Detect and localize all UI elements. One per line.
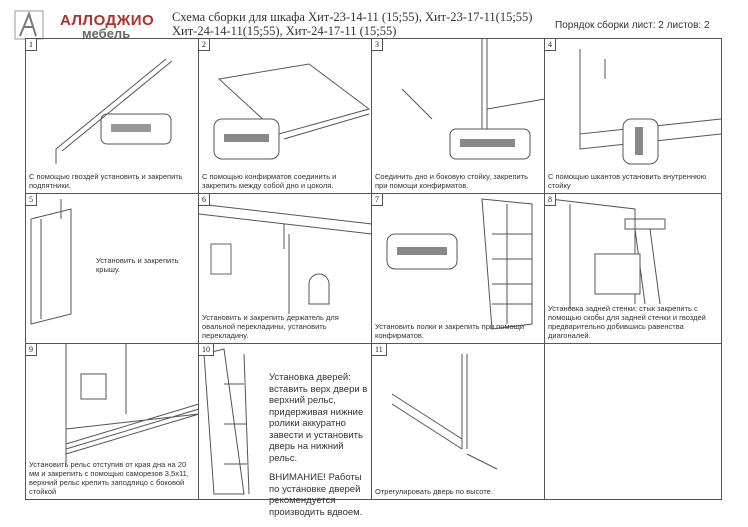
instruction-text: Установка дверей: вставить верх двери в верхний рельс, придерживая нижние ролики аккуратно завести и установить дверь на нижний рельс.: [269, 372, 368, 464]
step-6: [199, 194, 372, 344]
step-caption: С помощью шкантов установить внутреннюю стойку: [548, 172, 707, 190]
brand-sub: мебель: [82, 26, 131, 41]
step-5: [26, 194, 199, 344]
step-number: 3: [372, 39, 383, 51]
step-number: 7: [372, 194, 383, 206]
title-line-1: Схема сборки для шкафа Хит-23-14-11 (15;55), Хит-23-17-11(15;55): [172, 10, 533, 24]
logo-icon: [14, 10, 44, 40]
illustration: [26, 39, 199, 194]
step-caption: Соединить дно и боковую стойку, закрепить при помощи конфирматов.: [375, 172, 529, 190]
step-number: 9: [26, 344, 37, 356]
step-number: 8: [545, 194, 556, 206]
step-caption: Установить полки и закрепить при помощи конфирматов.: [375, 322, 525, 340]
step-caption: Установить и закрепить крышу.: [96, 256, 179, 274]
step-9: [26, 344, 199, 499]
step-1: [26, 39, 199, 194]
warning-text: ВНИМАНИЕ! Работы по установке дверей рекомендуется производить вдвоем.: [269, 472, 363, 518]
step-number: 10: [199, 344, 214, 356]
illustration: [199, 39, 372, 194]
empty-cell: [545, 344, 721, 499]
step-2: [199, 39, 372, 194]
step-7: [372, 194, 545, 344]
step-4: [545, 39, 721, 194]
step-number: 6: [199, 194, 210, 206]
illustration: [372, 39, 545, 194]
document-title: [172, 10, 532, 38]
illustration: [372, 344, 545, 499]
sheet-info: Порядок сборки лист: 2 листов: 2: [555, 20, 710, 31]
step-caption: С помощью конфирматов соединить и закрепить между собой дно и цоколя.: [202, 172, 337, 190]
title-line-2: Хит-24-14-11(15;55), Хит-24-17-11 (15;55): [172, 24, 397, 38]
step-caption: Установить рельс отступив от края дна на 20 мм и закрепить с помощью саморезов 3,5х11, верхний рельс крепить заподлицо с боковой стойкой: [29, 460, 189, 496]
step-number: 4: [545, 39, 556, 51]
brand-name: АЛЛОДЖИО: [60, 12, 155, 29]
step-number: 2: [199, 39, 210, 51]
step-11: [372, 344, 545, 499]
step-3: [372, 39, 545, 194]
step-caption: Установка задней стенки: стык закрепить с помощью скобы для задней стенки и гвоздей предварительно добившись равенства диагоналей.: [548, 304, 706, 340]
step-number: 11: [372, 344, 387, 356]
step-number: 1: [26, 39, 37, 51]
step-caption: Установить и закрепить держатель для овальной перекладины, установить перекладину.: [202, 313, 339, 340]
steps-grid: [25, 38, 722, 518]
illustration: [545, 39, 721, 194]
step-8: [545, 194, 721, 344]
step-caption: С помощью гвоздей установить и закрепить подпятники.: [29, 172, 183, 190]
step-10: [199, 344, 372, 518]
step-caption: Отрегулировать дверь по высоте.: [375, 487, 493, 496]
step-number: 5: [26, 194, 37, 206]
step-caption: [269, 372, 371, 518]
